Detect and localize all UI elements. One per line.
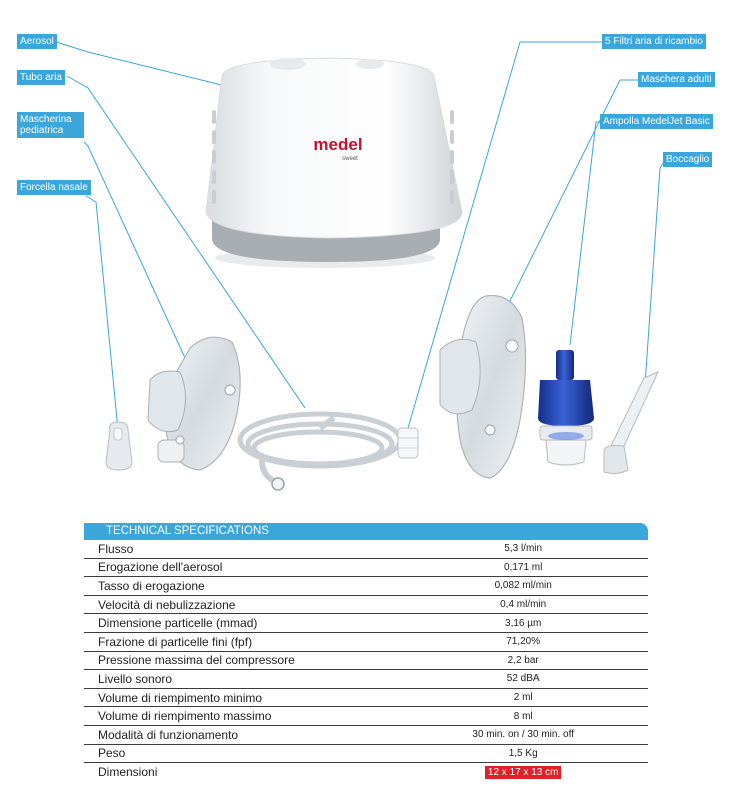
label-air-tube: Tubo aria (17, 70, 65, 85)
spec-name: Erogazione dell'aerosol (98, 560, 223, 575)
spec-value: 5,3 l/min (504, 543, 543, 555)
spec-row (84, 596, 648, 615)
spec-name: Dimensione particelle (mmad) (98, 616, 258, 631)
label-adult-mask: Maschera adulti (638, 72, 715, 87)
air-tube (240, 414, 400, 490)
spec-row (84, 559, 648, 578)
spec-row (84, 726, 648, 745)
nebulizer-ampoule (538, 350, 594, 465)
compressor-unit (206, 58, 462, 268)
spec-row (84, 633, 648, 652)
spec-value: 2,2 bar (507, 654, 539, 666)
spec-name: Flusso (98, 541, 134, 556)
adult-mask (440, 295, 526, 478)
spec-value-highlight: 12 x 17 x 13 cm (485, 766, 562, 779)
spec-row (84, 652, 648, 671)
spec-name: Pressione massima del compressore (98, 653, 295, 668)
spec-value: 0,171 ml (504, 561, 543, 573)
spec-name: Volume di riempimento minimo (98, 690, 263, 705)
spec-value (422, 767, 648, 778)
brand-logo: medel (313, 135, 363, 154)
pediatric-mask (148, 337, 240, 470)
label-pediatric-mask: Mascherina pediatrica (17, 112, 84, 138)
nasal-fork (106, 422, 132, 470)
spec-name: Tasso di erogazione (98, 578, 205, 593)
label-nasal-fork: Forcella nasale (17, 180, 91, 195)
label-spare-filters: 5 Filtri aria di ricambio (602, 34, 706, 49)
spec-value: 52 dBA (506, 673, 540, 685)
spec-value: 2 ml (513, 692, 533, 704)
spec-row (84, 577, 648, 596)
specs-table (84, 540, 648, 782)
spec-value: 3,16 µm (505, 617, 542, 629)
spec-name: Livello sonoro (98, 671, 173, 686)
mouthpiece (604, 372, 658, 474)
spec-name: Modalità di funzionamento (98, 727, 239, 742)
spec-row (84, 763, 648, 782)
spec-name: Dimensioni (98, 765, 158, 780)
spec-row (84, 707, 648, 726)
spec-value: 8 ml (513, 710, 533, 722)
label-ampoule: Ampolla MedelJet Basic (600, 114, 713, 129)
specs-title: TECHNICAL SPECIFICATIONS (84, 523, 648, 540)
spec-row (84, 745, 648, 764)
spec-value: 0,4 ml/min (500, 599, 547, 611)
spec-value: 30 min. on / 30 min. off (472, 729, 574, 741)
spec-row (84, 670, 648, 689)
spare-filters (398, 428, 418, 458)
spec-value: 1,5 Kg (508, 747, 538, 759)
label-mouthpiece: Boccaglio (663, 152, 712, 167)
label-aerosol: Aerosol (17, 34, 57, 49)
spec-row (84, 540, 648, 559)
technical-specifications (84, 523, 648, 782)
spec-name: Frazione di particelle fini (fpf) (98, 634, 253, 649)
spec-name: Velocità di nebulizzazione (98, 597, 236, 612)
spec-row (84, 689, 648, 708)
spec-value: 71,20% (506, 636, 541, 648)
model-name: sweet (342, 156, 358, 162)
spec-value: 0,082 ml/min (494, 580, 552, 592)
spec-name: Volume di riempimento massimo (98, 709, 272, 724)
spec-name: Peso (98, 746, 126, 761)
spec-row (84, 614, 648, 633)
